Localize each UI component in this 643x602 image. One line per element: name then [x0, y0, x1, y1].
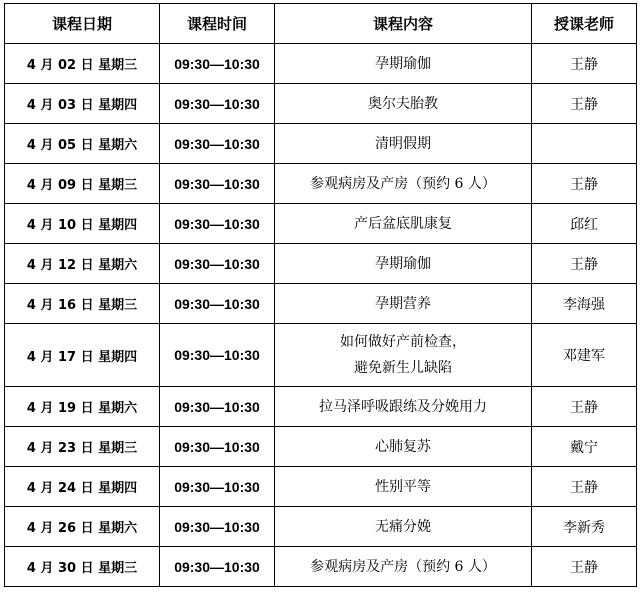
course-teacher [532, 124, 637, 164]
course-date: 4 月 17 日 星期四 [5, 324, 160, 387]
course-time: 09:30—10:30 [160, 164, 275, 204]
course-content [275, 507, 532, 547]
course-content [275, 204, 532, 244]
course-content [275, 124, 532, 164]
course-teacher: 王静 [532, 467, 637, 507]
course-content [275, 244, 532, 284]
course-time: 09:30—10:30 [160, 44, 275, 84]
course-time: 09:30—10:30 [160, 124, 275, 164]
course-content-line: 避免新生儿缺陷 [354, 360, 452, 376]
course-date: 4 月 12 日 星期六 [5, 244, 160, 284]
schedule-body [5, 44, 637, 587]
course-date: 4 月 19 日 星期六 [5, 387, 160, 427]
course-content-line: 孕期瑜伽 [375, 55, 431, 72]
course-time: 09:30—10:30 [160, 204, 275, 244]
course-teacher: 邱红 [532, 204, 637, 244]
course-schedule-table [4, 3, 637, 587]
course-teacher: 王静 [532, 547, 637, 587]
course-content [275, 284, 532, 324]
course-date: 4 月 05 日 星期六 [5, 124, 160, 164]
header-date: 课程日期 [5, 4, 160, 44]
course-content-line: 无痛分娩 [375, 518, 431, 535]
course-time: 09:30—10:30 [160, 84, 275, 124]
course-date: 4 月 24 日 星期四 [5, 467, 160, 507]
course-content-line: 如何做好产前检查， [340, 334, 466, 350]
course-content-line: 产后盆底肌康复 [354, 215, 452, 232]
header-content: 课程内容 [275, 4, 532, 44]
course-time: 09:30—10:30 [160, 467, 275, 507]
header-teacher: 授课老师 [532, 4, 637, 44]
course-teacher: 王静 [532, 164, 637, 204]
table-row [5, 324, 637, 387]
course-content [275, 44, 532, 84]
course-content [275, 547, 532, 587]
table-row [5, 547, 637, 587]
course-teacher: 戴宁 [532, 427, 637, 467]
course-content [275, 467, 532, 507]
course-time: 09:30—10:30 [160, 244, 275, 284]
table-row [5, 467, 637, 507]
header-time: 课程时间 [160, 4, 275, 44]
table-row [5, 44, 637, 84]
course-teacher: 王静 [532, 84, 637, 124]
course-time: 09:30—10:30 [160, 547, 275, 587]
course-time: 09:30—10:30 [160, 324, 275, 387]
course-content-line: 参观病房及产房（预约 6 人） [310, 175, 496, 192]
course-date: 4 月 10 日 星期四 [5, 204, 160, 244]
table-row [5, 204, 637, 244]
header-row [5, 4, 637, 44]
course-time: 09:30—10:30 [160, 507, 275, 547]
course-teacher: 王静 [532, 244, 637, 284]
course-content-line: 奥尔夫胎教 [368, 95, 438, 112]
course-content [275, 164, 532, 204]
table-row [5, 387, 637, 427]
course-teacher: 李海强 [532, 284, 637, 324]
course-date: 4 月 02 日 星期三 [5, 44, 160, 84]
course-time: 09:30—10:30 [160, 284, 275, 324]
course-content-line: 孕期营养 [375, 295, 431, 312]
course-content-line: 性别平等 [375, 478, 431, 495]
course-teacher: 王静 [532, 44, 637, 84]
table-row [5, 244, 637, 284]
course-teacher: 李新秀 [532, 507, 637, 547]
course-content-line: 拉马泽呼吸跟练及分娩用力 [319, 398, 487, 415]
course-content [275, 427, 532, 467]
course-time: 09:30—10:30 [160, 427, 275, 467]
table-row [5, 124, 637, 164]
course-content [275, 84, 532, 124]
table-row [5, 84, 637, 124]
course-time: 09:30—10:30 [160, 387, 275, 427]
course-content [275, 387, 532, 427]
course-content-line: 参观病房及产房（预约 6 人） [310, 558, 496, 575]
course-date: 4 月 09 日 星期三 [5, 164, 160, 204]
course-content [275, 324, 532, 387]
course-content-line: 心肺复苏 [375, 438, 431, 455]
course-date: 4 月 23 日 星期三 [5, 427, 160, 467]
course-teacher: 王静 [532, 387, 637, 427]
course-date: 4 月 03 日 星期四 [5, 84, 160, 124]
course-date: 4 月 30 日 星期三 [5, 547, 160, 587]
table-row [5, 284, 637, 324]
table-row [5, 164, 637, 204]
table-row [5, 507, 637, 547]
course-date: 4 月 26 日 星期六 [5, 507, 160, 547]
table-row [5, 427, 637, 467]
course-content-line: 孕期瑜伽 [375, 255, 431, 272]
course-teacher: 邓建军 [532, 324, 637, 387]
course-content-line: 清明假期 [375, 135, 431, 152]
course-date: 4 月 16 日 星期三 [5, 284, 160, 324]
